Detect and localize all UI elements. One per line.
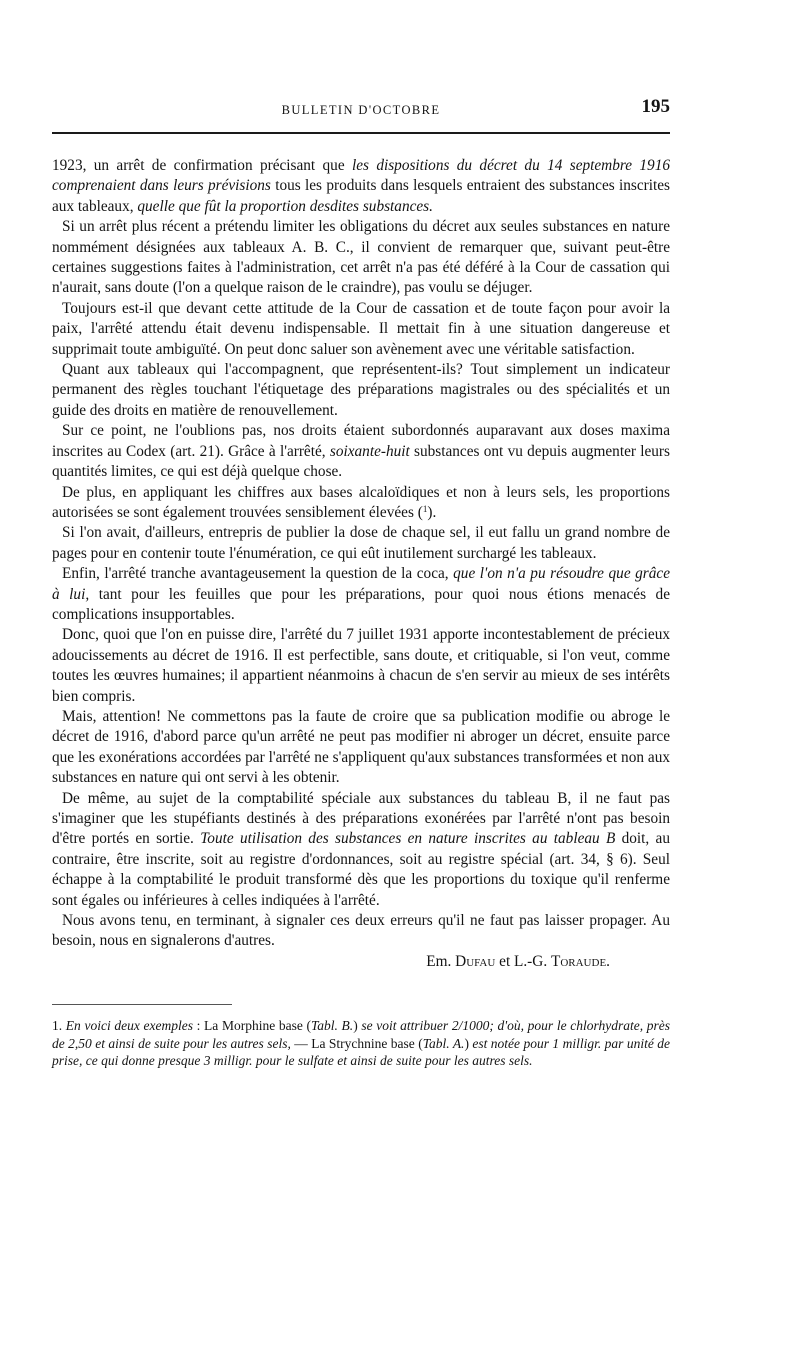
text-run: et L.-G.	[495, 952, 551, 970]
text-run: )	[353, 1018, 362, 1034]
paragraph-9: Donc, quoi que l'on en puisse dire, l'arrêté du 7 juillet 1931 apporte incontestablement de précieux adoucissements au décret de 1916. Il est perfectible, sans doute, et critiquable, si l'on veut, comme toutes les œuvres humaines; il appartient néanmoins à chacun de s'en servir au mieux de ses intérêts bien compris.	[52, 626, 670, 705]
paragraph-5	[52, 421, 670, 482]
italic-run: quelle que fût la proportion desdites substances.	[137, 197, 433, 215]
text-run: De plus, en appliquant les chiffres aux bases alcaloïdiques et non à leurs sels, les proportions autorisées se sont également trouvées sensiblement élevées	[52, 483, 670, 521]
paragraph-12: Nous avons tenu, en terminant, à signaler ces deux erreurs qu'il ne faut pas laisser propager. Au besoin, nous en signalerons d'autres.	[52, 912, 670, 950]
text-run: Sur ce point, ne l'oublions pas, nos droits étaient subordonnés auparavant aux doses maxima inscrites au Codex (art. 21). Grâce à l'arrêté,	[52, 422, 670, 460]
italic-run: est notée pour 1 milligr. par unité de prise, ce qui donne presque 3 milligr. pour le sulfate et ainsi de suite pour les autres sels.	[52, 1035, 670, 1069]
text-run: )	[464, 1035, 473, 1051]
page-number: 195	[641, 96, 670, 117]
text-run: : La Morphine base (	[192, 1018, 311, 1034]
footnote-number: 1.	[52, 1018, 66, 1034]
paragraph-3: Toujours est-il que devant cette attitude de la Cour de cassation et de toute façon pour avoir la paix, l'arrêté attendu était devenu indispensable. Il mettait fin à une situation dangereuse et supprimait toute ambiguïté. On peut donc saluer son avènement avec une véritable satisfaction.	[52, 299, 670, 358]
text-run: tous les produits dans lesquels entraient des substances inscrites aux tableaux,	[52, 177, 670, 215]
text-run: 1923, un arrêt de confirmation précisant que	[52, 157, 352, 174]
paragraph-4: Quant aux tableaux qui l'accompagnent, que représentent-ils? Tout simplement un indicateur permanent des règles touchant l'étiquetage des préparations magistrales ou des spécialités et un guide des droits en matière de renouvellement.	[52, 361, 670, 419]
italic-run: soixante-huit	[329, 442, 410, 460]
text-run: .	[432, 503, 437, 521]
italic-run: Tabl. B.	[311, 1018, 354, 1034]
document-page	[52, 96, 670, 1070]
signature	[52, 952, 670, 972]
paragraph-7: Si l'on avait, d'ailleurs, entrepris de publier la dose de chaque sel, il eut fallu un grand nombre de pages pour en contenir toute l'énumération, ce qui eût inutilement surchargé les tableaux.	[52, 524, 670, 562]
text-run: De même, au sujet de la comptabilité spéciale aux substances du tableau B, il ne faut pas s'imaginer que les stupéfiants destinés à des préparations exonérées par l'arrêté n'ont pas besoin d'être portés en sortie.	[52, 789, 670, 848]
text-run: doit, au contraire, être inscrite, soit au registre d'ordonnances, soit au registre spécial (art. 34, § 6). Seul échappe à la comptabilité le produit transformé dès que les proportions du toxique qu'il renferme sont égales ou inférieures à celles indiquées à l'arrêté.	[52, 830, 670, 909]
text-run: — La Strychnine base (	[290, 1035, 423, 1051]
paragraph-11	[52, 789, 670, 911]
italic-run: Toute utilisation des substances en nature inscrites au tableau B	[200, 830, 616, 848]
header-rule	[52, 132, 670, 134]
paragraph-2: Si un arrêt plus récent a prétendu limiter les obligations du décret aux seules substances en nature nommément désignées aux tableaux A. B. C., il convient de remarquer que, suivant peut-être certaines suggestions faites à l'administration, cet arrêt n'a pas été déféré à la Cour de cassation qui n'aurait, sans doute (l'on a quelque raison de le craindre), pas voulu se déjuger.	[52, 218, 670, 297]
page-header	[52, 96, 670, 126]
text-run: Enfin, l'arrêté tranche avantageusement la question de la coca,	[62, 565, 454, 583]
italic-run: En voici deux exemples	[65, 1018, 193, 1034]
author-name: Toraude	[550, 952, 607, 970]
italic-run: que l'on n'a pu résoudre que grâce à lui,	[52, 565, 670, 603]
footnote-reference[interactable]: ($^1$)	[417, 503, 433, 521]
text-run: tant pour les feuilles que pour les préparations, pour quoi nous étions menacés de complications insupportables.	[52, 585, 670, 623]
text-run: substances ont vu depuis augmenter leurs quantités limites, ce qui est déjà quelque chose.	[52, 442, 670, 481]
author-name: Dufau	[455, 952, 496, 970]
running-title: BULLETIN D'OCTOBRE	[281, 103, 441, 117]
footnote-rule	[52, 1004, 232, 1005]
text-run: Em.	[426, 952, 456, 970]
paragraph-10: Mais, attention! Ne commettons pas la faute de croire que sa publication modifie ou abroge le décret de 1916, d'abord parce qu'un arrêté ne peut pas modifier ni abroger un décret, ensuite parce que les exonérations accordées par l'arrêté ne s'appliquent qu'aux substances transformées et non aux substances en nature qui ont servi à les obtenir.	[52, 707, 670, 787]
paragraph-6	[52, 483, 670, 524]
italic-run: les dispositions du décret du 14 septembre 1916 comprenaient dans leurs prévisions	[52, 157, 670, 195]
italic-run: se voit attribuer 2/1000; d'où, pour le chlorhydrate, près de 2,50 et ainsi de suite pour les autres sels,	[52, 1018, 671, 1051]
paragraph-8	[52, 564, 670, 625]
text-run: .	[606, 952, 610, 970]
footnote	[52, 1017, 670, 1070]
article-body	[52, 156, 670, 952]
paragraph-1	[52, 156, 670, 217]
italic-run: Tabl. A.	[422, 1035, 465, 1051]
